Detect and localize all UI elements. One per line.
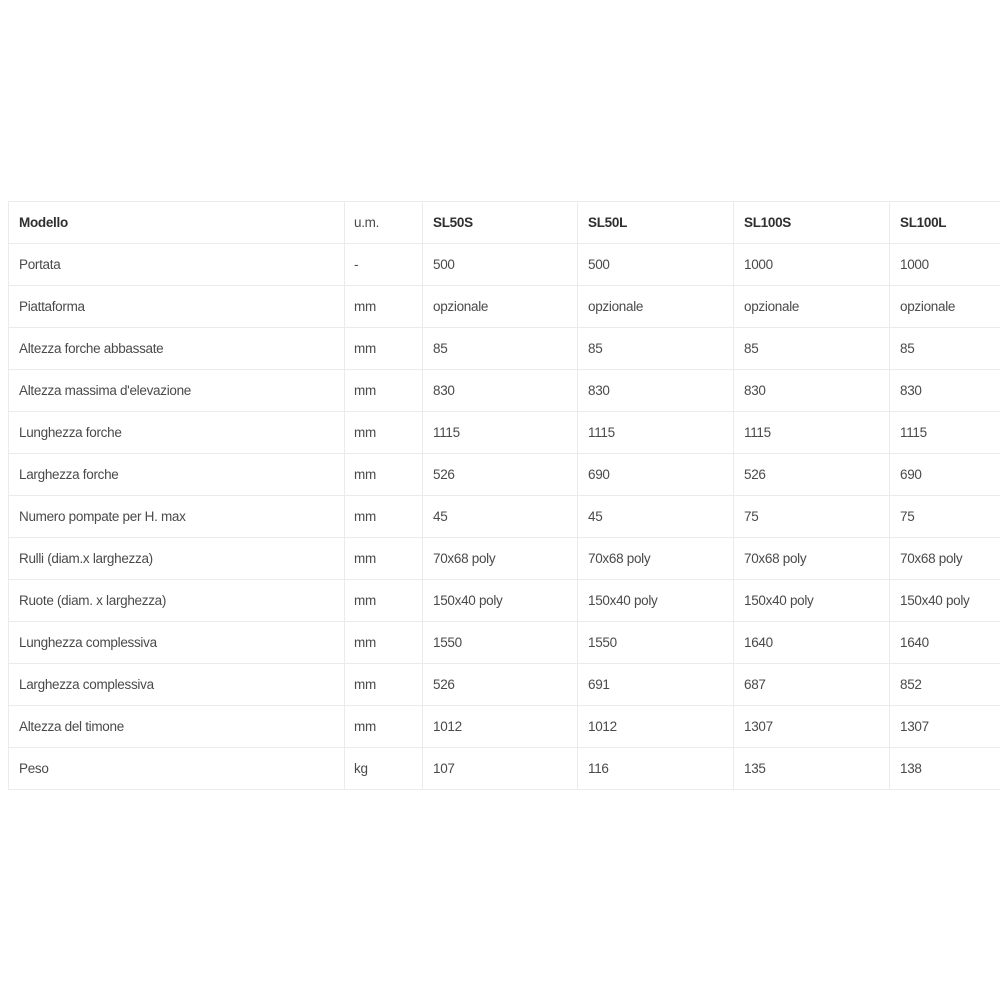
row-value-cell: 70x68 poly xyxy=(890,538,1000,580)
row-unit-cell: mm xyxy=(345,286,423,328)
row-label-cell: Ruote (diam. x larghezza) xyxy=(9,580,345,622)
row-value-cell: 85 xyxy=(734,328,890,370)
row-value-cell: 70x68 poly xyxy=(578,538,734,580)
header-model-cell: SL50L xyxy=(578,202,734,244)
row-value-cell: 690 xyxy=(890,454,1000,496)
row-unit-cell: mm xyxy=(345,664,423,706)
row-unit-cell: mm xyxy=(345,454,423,496)
row-value-cell: 85 xyxy=(890,328,1000,370)
row-unit-cell: mm xyxy=(345,496,423,538)
row-value-cell: 85 xyxy=(578,328,734,370)
row-value-cell: 1115 xyxy=(578,412,734,454)
row-value-cell: 116 xyxy=(578,748,734,790)
row-value-cell: 75 xyxy=(734,496,890,538)
row-value-cell: opzionale xyxy=(890,286,1000,328)
row-value-cell: 830 xyxy=(423,370,578,412)
table-row xyxy=(9,664,1000,706)
row-value-cell: 526 xyxy=(423,454,578,496)
row-unit-cell: mm xyxy=(345,622,423,664)
row-value-cell: 830 xyxy=(890,370,1000,412)
row-unit-cell: mm xyxy=(345,580,423,622)
row-value-cell: 138 xyxy=(890,748,1000,790)
table-row xyxy=(9,496,1000,538)
row-value-cell: 1307 xyxy=(890,706,1000,748)
row-unit-cell: mm xyxy=(345,412,423,454)
row-value-cell: 150x40 poly xyxy=(423,580,578,622)
table-row xyxy=(9,244,1000,286)
row-value-cell: 1000 xyxy=(734,244,890,286)
row-value-cell: 75 xyxy=(890,496,1000,538)
row-value-cell: opzionale xyxy=(734,286,890,328)
row-value-cell: 830 xyxy=(734,370,890,412)
row-value-cell: 70x68 poly xyxy=(423,538,578,580)
row-value-cell: 85 xyxy=(423,328,578,370)
row-unit-cell: mm xyxy=(345,328,423,370)
row-value-cell: 526 xyxy=(734,454,890,496)
row-value-cell: 1640 xyxy=(890,622,1000,664)
header-model-cell: SL100L xyxy=(890,202,1000,244)
row-value-cell: 45 xyxy=(423,496,578,538)
row-label-cell: Numero pompate per H. max xyxy=(9,496,345,538)
header-unit-cell: u.m. xyxy=(345,202,423,244)
row-value-cell: 1000 xyxy=(890,244,1000,286)
row-label-cell: Altezza del timone xyxy=(9,706,345,748)
header-label-cell: Modello xyxy=(9,202,345,244)
row-unit-cell: mm xyxy=(345,370,423,412)
row-label-cell: Piattaforma xyxy=(9,286,345,328)
table-row xyxy=(9,706,1000,748)
table-row xyxy=(9,538,1000,580)
row-unit-cell: mm xyxy=(345,538,423,580)
table-row xyxy=(9,622,1000,664)
specifications-table xyxy=(8,201,1000,790)
table-row xyxy=(9,412,1000,454)
row-label-cell: Lunghezza complessiva xyxy=(9,622,345,664)
table-row xyxy=(9,454,1000,496)
row-value-cell: 1012 xyxy=(578,706,734,748)
table-header-row xyxy=(9,202,1000,244)
row-label-cell: Lunghezza forche xyxy=(9,412,345,454)
row-value-cell: 1550 xyxy=(423,622,578,664)
row-value-cell: 500 xyxy=(578,244,734,286)
row-value-cell: 135 xyxy=(734,748,890,790)
row-value-cell: 150x40 poly xyxy=(890,580,1000,622)
row-label-cell: Altezza forche abbassate xyxy=(9,328,345,370)
table-row xyxy=(9,328,1000,370)
row-value-cell: opzionale xyxy=(578,286,734,328)
header-model-cell: SL100S xyxy=(734,202,890,244)
row-value-cell: 1012 xyxy=(423,706,578,748)
row-value-cell: 150x40 poly xyxy=(578,580,734,622)
row-value-cell: 1307 xyxy=(734,706,890,748)
row-value-cell: 690 xyxy=(578,454,734,496)
row-value-cell: 687 xyxy=(734,664,890,706)
row-value-cell: 1115 xyxy=(734,412,890,454)
row-label-cell: Rulli (diam.x larghezza) xyxy=(9,538,345,580)
table-row xyxy=(9,286,1000,328)
table-row xyxy=(9,580,1000,622)
row-label-cell: Portata xyxy=(9,244,345,286)
header-model-cell: SL50S xyxy=(423,202,578,244)
row-unit-cell: - xyxy=(345,244,423,286)
row-label-cell: Altezza massima d'elevazione xyxy=(9,370,345,412)
row-label-cell: Peso xyxy=(9,748,345,790)
row-value-cell: 691 xyxy=(578,664,734,706)
row-unit-cell: mm xyxy=(345,706,423,748)
row-unit-cell: kg xyxy=(345,748,423,790)
row-value-cell: 500 xyxy=(423,244,578,286)
row-value-cell: 1115 xyxy=(423,412,578,454)
table-row xyxy=(9,748,1000,790)
row-value-cell: 150x40 poly xyxy=(734,580,890,622)
row-value-cell: 45 xyxy=(578,496,734,538)
row-label-cell: Larghezza complessiva xyxy=(9,664,345,706)
table-row xyxy=(9,370,1000,412)
row-value-cell: 526 xyxy=(423,664,578,706)
row-value-cell: 70x68 poly xyxy=(734,538,890,580)
row-value-cell: 1640 xyxy=(734,622,890,664)
row-value-cell: 852 xyxy=(890,664,1000,706)
row-value-cell: 1115 xyxy=(890,412,1000,454)
row-value-cell: 1550 xyxy=(578,622,734,664)
row-value-cell: 830 xyxy=(578,370,734,412)
row-label-cell: Larghezza forche xyxy=(9,454,345,496)
row-value-cell: 107 xyxy=(423,748,578,790)
row-value-cell: opzionale xyxy=(423,286,578,328)
